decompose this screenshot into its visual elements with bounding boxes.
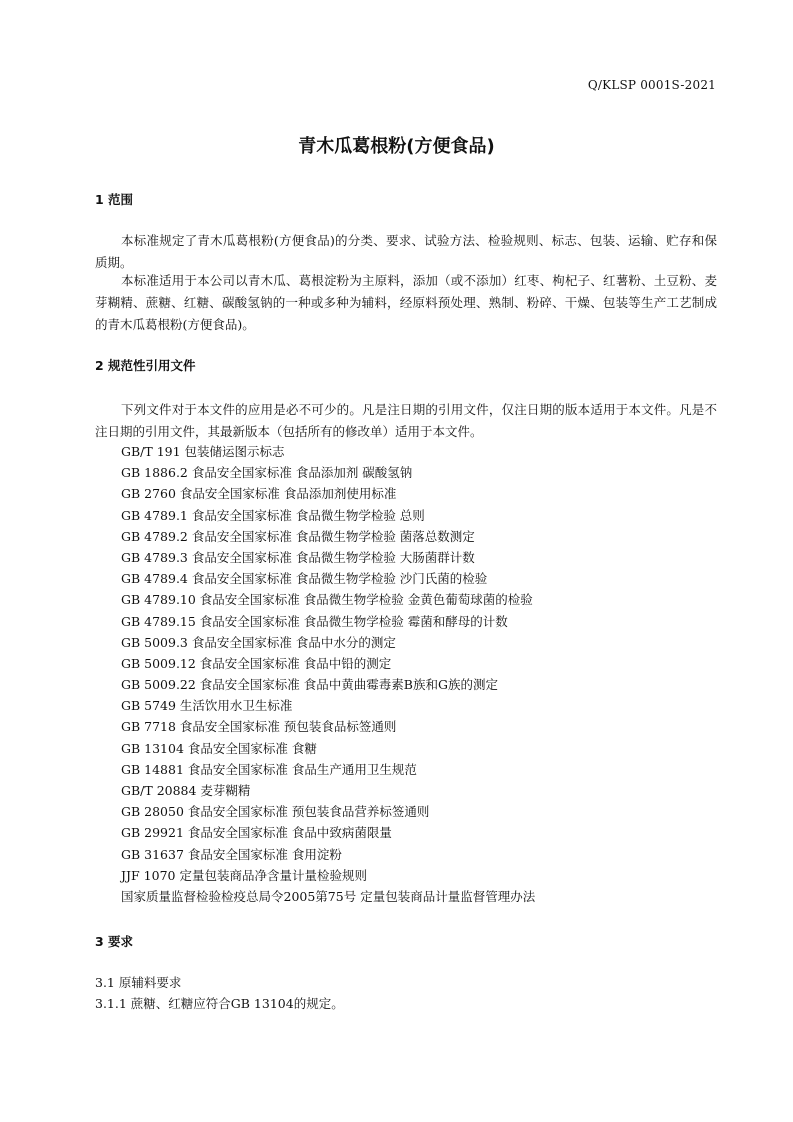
section-1-heading: 1 范围 (95, 192, 134, 207)
reference-item: GB/T 20884 麦芽糊精 (121, 783, 251, 798)
reference-item: GB 29921 食品安全国家标准 食品中致病菌限量 (121, 825, 392, 841)
reference-item: GB 5009.12 食品安全国家标准 食品中铅的测定 (121, 655, 392, 671)
section-3-heading: 3 要求 (95, 934, 134, 949)
reference-item: GB 5009.22 食品安全国家标准 食品中黄曲霉毒素B族和G族的测定 (121, 677, 498, 693)
reference-item: GB 4789.4 食品安全国家标准 食品微生物学检验 沙门氏菌的检验 (121, 571, 488, 587)
reference-list (121, 441, 535, 907)
scope-paragraph-2: 本标准适用于本公司以青木瓜、葛根淀粉为主原料，添加（或不添加）红枣、枸杞子、红薯粉、土豆粉、麦芽糊精、蔗糖、红糖、碳酸氢钠的一种或多种为辅料，经原料预处理、熟制、粉碎、干燥、包装等生产工艺制成的青木瓜葛根粉(方便食品)。 (95, 273, 717, 332)
reference-item: GB/T 191 包装储运图示标志 (121, 444, 285, 459)
clause-3-1-1: 3.1.1 蔗糖、红糖应符合GB 13104的规定。 (95, 996, 344, 1011)
document-title: 青木瓜葛根粉(方便食品) (298, 136, 495, 157)
reference-item: GB 4789.10 食品安全国家标准 食品微生物学检验 金黄色葡萄球菌的检验 (121, 592, 533, 608)
clause-3-1: 3.1 原辅料要求 (95, 975, 182, 990)
reference-item: JJF 1070 定量包装商品净含量计量检验规则 (121, 867, 367, 883)
reference-item: GB 4789.3 食品安全国家标准 食品微生物学检验 大肠菌群计数 (121, 549, 475, 565)
scope-paragraph-1: 本标准规定了青木瓜葛根粉(方便食品)的分类、要求、试验方法、检验规则、标志、包装、运输、贮存和保质期。 (95, 233, 717, 270)
reference-item: GB 13104 食品安全国家标准 食糖 (121, 740, 317, 756)
reference-item: GB 1886.2 食品安全国家标准 食品添加剂 碳酸氢钠 (121, 465, 413, 481)
references-intro: 下列文件对于本文件的应用是必不可少的。凡是注日期的引用文件，仅注日期的版本适用于本文件。凡是不注日期的引用文件，其最新版本（包括所有的修改单）适用于本文件。 (95, 402, 717, 439)
reference-item: GB 7718 食品安全国家标准 预包装食品标签通则 (121, 719, 397, 735)
section-2-heading: 2 规范性引用文件 (95, 358, 196, 373)
reference-item: GB 5749 生活饮用水卫生标准 (121, 698, 293, 714)
reference-item: GB 4789.2 食品安全国家标准 食品微生物学检验 菌落总数测定 (121, 528, 475, 544)
document-code: Q/KLSP 0001S-2021 (587, 78, 716, 92)
reference-item: GB 4789.1 食品安全国家标准 食品微生物学检验 总则 (121, 507, 425, 523)
reference-item: GB 14881 食品安全国家标准 食品生产通用卫生规范 (121, 761, 417, 777)
reference-item: GB 28050 食品安全国家标准 预包装食品营养标签通则 (121, 804, 430, 820)
reference-item: GB 5009.3 食品安全国家标准 食品中水分的测定 (121, 634, 396, 650)
reference-item: 国家质量监督检验检疫总局令2005第75号 定量包装商品计量监督管理办法 (121, 888, 536, 904)
reference-item: GB 31637 食品安全国家标准 食用淀粉 (121, 846, 342, 862)
reference-item: GB 4789.15 食品安全国家标准 食品微生物学检验 霉菌和酵母的计数 (121, 613, 508, 629)
reference-item: GB 2760 食品安全国家标准 食品添加剂使用标准 (121, 486, 397, 502)
